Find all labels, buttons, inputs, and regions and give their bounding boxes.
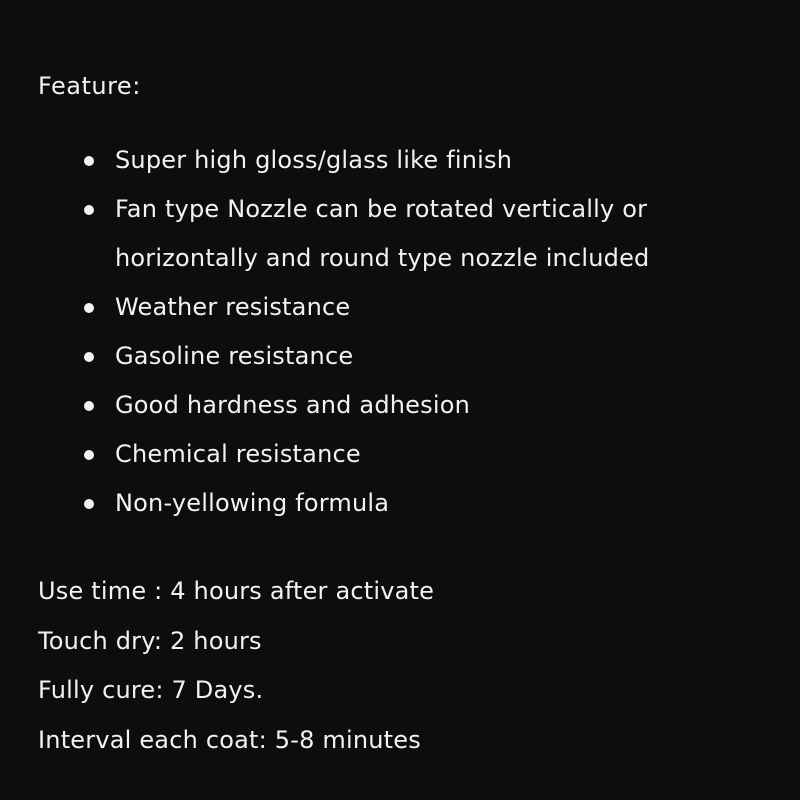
bullet-icon	[84, 303, 94, 313]
feature-list	[0, 136, 800, 528]
fully-cure-spec: Fully cure: 7 Days.	[38, 676, 264, 704]
feature-text: Chemical resistance	[115, 440, 361, 468]
bullet-icon	[84, 352, 94, 362]
feature-text: Weather resistance	[115, 293, 351, 321]
feature-item	[0, 332, 800, 381]
use-time-spec: Use time : 4 hours after activate	[38, 577, 435, 605]
bullet-icon	[84, 499, 94, 509]
bullet-icon	[84, 401, 94, 411]
bullet-icon	[84, 205, 94, 215]
feature-heading: Feature:	[38, 72, 141, 100]
interval-spec: Interval each coat: 5-8 minutes	[38, 725, 421, 754]
feature-item	[0, 381, 800, 430]
bullet-icon	[84, 450, 94, 460]
feature-text: Good hardness and adhesion	[115, 391, 471, 419]
feature-text: Fan type Nozzle can be rotated vertically or horizontally and round type nozzle included	[115, 195, 650, 272]
feature-text: Gasoline resistance	[115, 342, 354, 370]
feature-item	[0, 430, 800, 479]
feature-text: Super high gloss/glass like finish	[115, 146, 513, 174]
feature-item	[0, 185, 800, 283]
feature-item	[0, 479, 800, 528]
feature-item	[0, 283, 800, 332]
touch-dry-spec: Touch dry: 2 hours	[38, 626, 262, 655]
feature-text: Non-yellowing formula	[115, 489, 390, 517]
feature-item	[0, 136, 800, 185]
spec-block	[38, 567, 778, 765]
bullet-icon	[84, 156, 94, 166]
